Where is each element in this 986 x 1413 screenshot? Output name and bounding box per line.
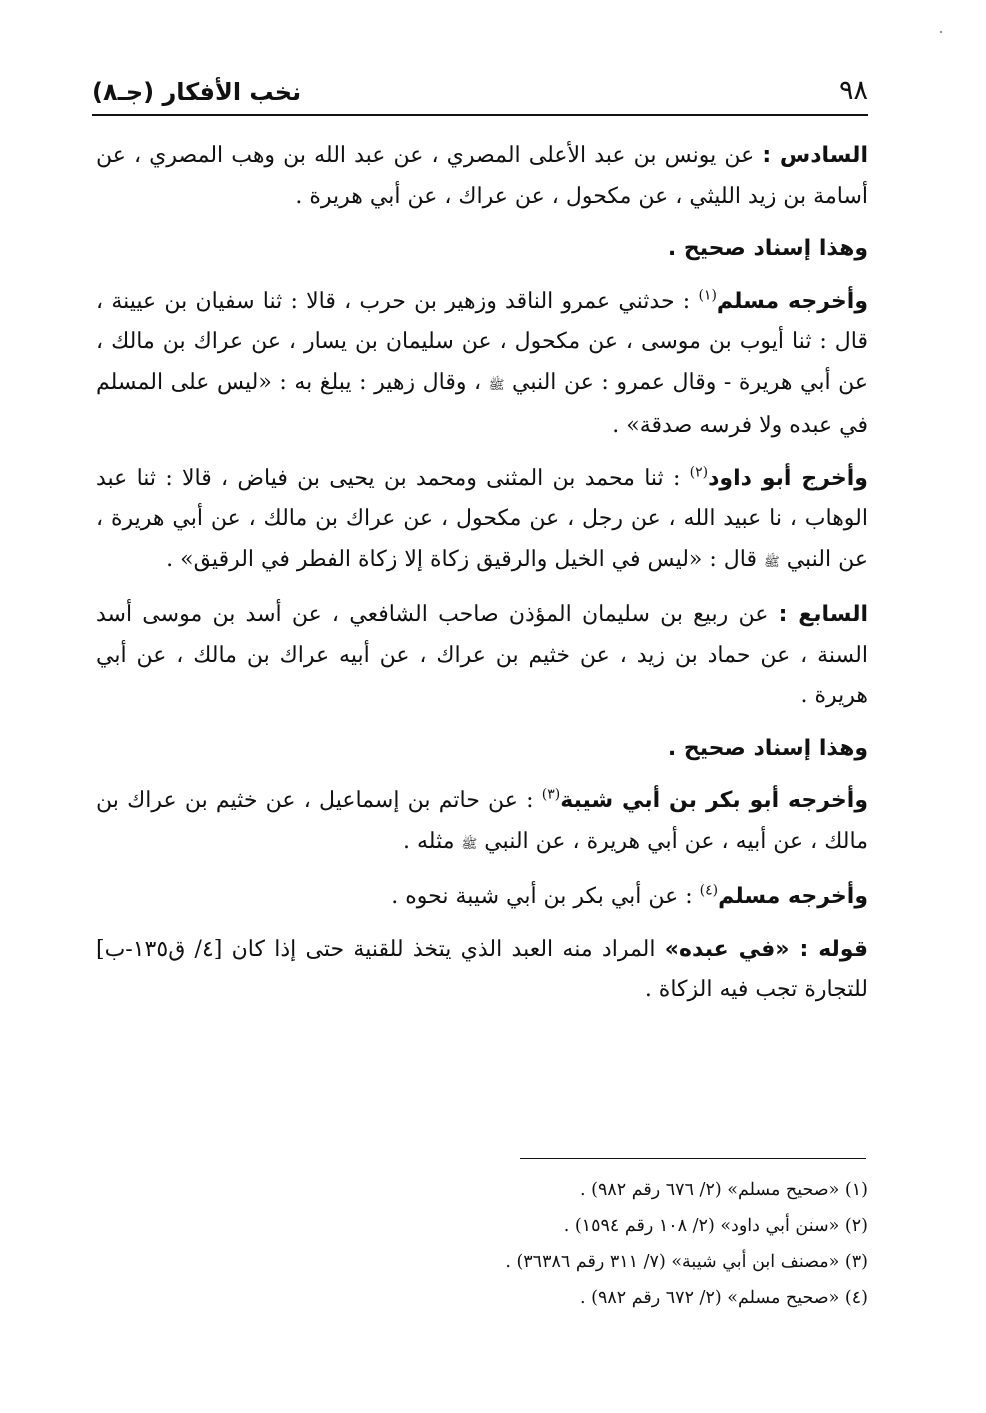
scan-mark-icon [938,20,944,26]
paragraph-lead: قوله : «في عبده» [664,936,869,962]
footnote-ref[interactable]: (٤) [699,882,719,899]
paragraph-text: : عن حاتم بن إسماعيل ، عن خثيم بن عراك بن مالك ، عن أبيه ، عن أبي هريرة ، عن النبي [96,788,868,854]
paragraph-ibn-abi-shayba [96,781,868,865]
page-number: ٩٨ [838,75,868,106]
paragraph-isnad-sahih-2 [96,729,868,770]
paragraph-text: : حدثني عمرو الناقد وزهير بن حرب ، قالا : ثنا سفيان بن عيينة ، قال : ثنا أيوب بن موسى ، عن مكحول ، عن سليمان بن يسار ، عن عراك بن مالك ، عن أبي هريرة - وقال عمرو : عن النبي [96,288,869,395]
paragraph-text: : ثنا محمد بن المثنى ومحمد بن يحيى بن فياض ، قالا : ثنا عبد الوهاب ، نا عبيد الله ، عن رجل ، عن مكحول ، عن عراك بن مالك ، عن أبي هريرة ، عن النبي [96,465,868,572]
paragraph-lead: وهذا إسناد صحيح . [667,236,868,261]
paragraph-text: المراد منه العبد الذي يتخذ للقنية حتى إذا كان [٤/ ق١٣٥-ب] للتجارة تجب فيه الزكاة . [96,936,868,1002]
paragraph-lead: وأخرجه أبو بكر بن أبي شيبة [560,788,868,813]
header-divider [92,114,868,116]
footnote-item: (٤) «صحيح مسلم» (٢/ ٦٧٢ رقم ٩٨٢) . [580,1288,868,1308]
paragraph-sixth-chain [96,136,868,217]
salutation-glyph: ﷺ [461,836,478,852]
paragraph-text: عن ربيع بن سليمان المؤذن صاحب الشافعي ، عن أسد بن موسى أسد السنة ، عن حماد بن زيد ، عن خثيم بن عراك ، عن أبيه عراك بن مالك ، عن أبي هريرة . [96,602,868,708]
running-title: نخب الأفكار (جـ٨) [92,78,302,106]
paragraph-lead: السابع : [778,602,868,627]
main-text [96,136,868,1023]
paragraph-isnad-sahih-1 [96,229,868,270]
footnotes [96,1172,868,1316]
footnote-ref[interactable]: (٢) [689,464,709,481]
footnote-item: (٢) «سنن أبي داود» (٢/ ١٠٨ رقم ١٥٩٤) . [563,1216,868,1236]
paragraph-lead: وأخرج أبو داود [708,465,868,491]
footnote-item: (٣) «مصنف ابن أبي شيبة» (٧/ ٣١١ رقم ٣٦٣٨٦) . [505,1252,868,1272]
paragraph-text: : عن أبي بكر بن أبي شيبة نحوه . [391,884,700,909]
paragraph-muslim-2 [96,877,868,918]
paragraph-lead: السادس : [762,143,868,168]
paragraph-text: قال : «ليس في الخيل والرقيق زكاة إلا زكاة الفطر في الرقيق» . [166,546,764,572]
page-header [92,62,868,106]
paragraph-lead: وأخرجه مسلم [716,288,868,314]
paragraph-muslim-1 [96,282,868,447]
footnote-item: (١) «صحيح مسلم» (٢/ ٦٧٦ رقم ٩٨٢) . [580,1180,868,1200]
paragraph-seventh-chain [96,595,868,717]
paragraph-lead: وهذا إسناد صحيح . [667,735,868,761]
paragraph-abu-dawud [96,459,868,584]
paragraph-text: ، وقال زهير : يبلغ به : «ليس على المسلم في عبده ولا فرسه صدقة» . [96,369,868,438]
salutation-glyph: ﷺ [763,554,780,570]
paragraph-text: عن يونس بن عبد الأعلى المصري ، عن عبد الله بن وهب المصري ، عن أسامة بن زيد الليثي ، عن مكحول ، عن عراك ، عن أبي هريرة . [96,143,868,209]
paragraph-lead: وأخرجه مسلم [718,884,868,909]
paragraph-text: مثله . [403,828,462,854]
footnote-divider [520,1158,866,1159]
footnote-ref[interactable]: (١) [698,287,717,304]
paragraph-commentary [96,930,868,1011]
salutation-glyph: ﷺ [488,377,505,393]
footnote-ref[interactable]: (٣) [541,786,561,803]
